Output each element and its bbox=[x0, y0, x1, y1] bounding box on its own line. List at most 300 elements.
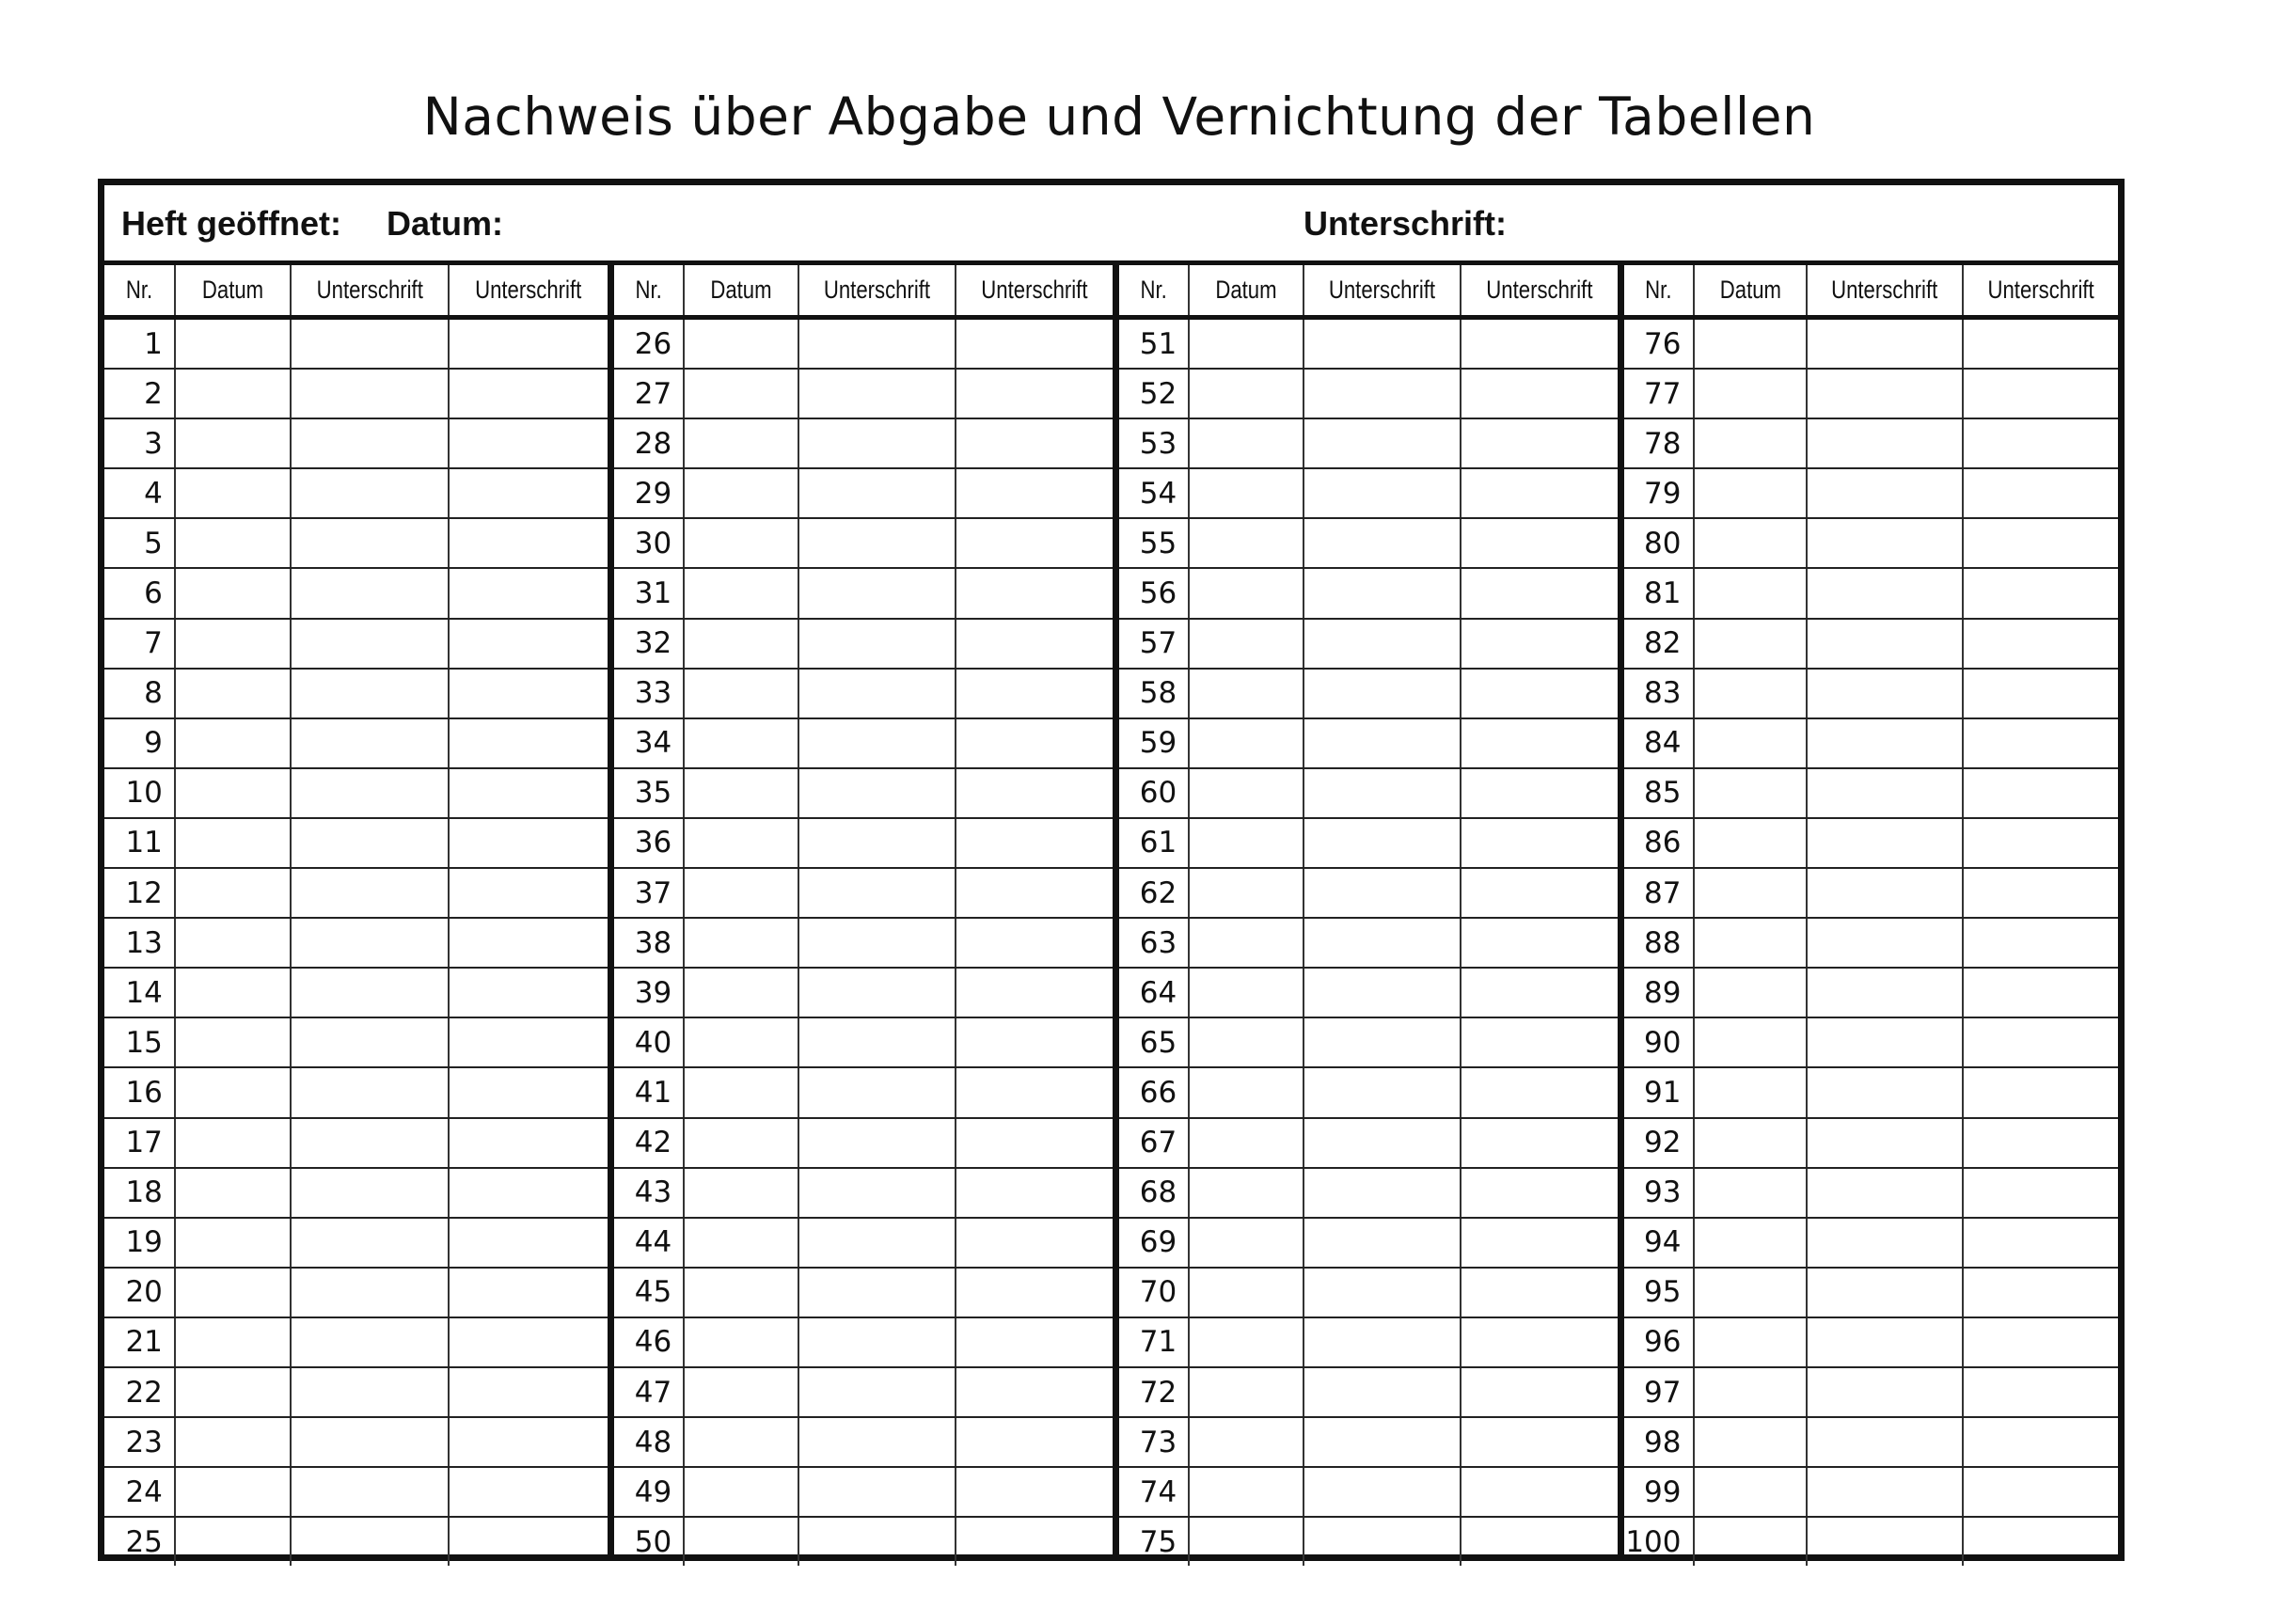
date-cell[interactable] bbox=[1189, 669, 1304, 718]
signature-cell[interactable] bbox=[956, 1168, 1113, 1218]
signature-cell[interactable] bbox=[1304, 718, 1461, 768]
signature-cell[interactable] bbox=[956, 818, 1113, 868]
signature-cell[interactable] bbox=[1963, 518, 2118, 568]
signature-cell[interactable] bbox=[1807, 1017, 1962, 1067]
signature-cell[interactable] bbox=[449, 1118, 608, 1168]
signature-cell[interactable] bbox=[1304, 1367, 1461, 1417]
signature-cell[interactable] bbox=[798, 1067, 956, 1117]
date-cell[interactable] bbox=[175, 518, 291, 568]
date-cell[interactable] bbox=[1694, 1268, 1808, 1317]
date-cell[interactable] bbox=[684, 1317, 798, 1367]
signature-cell[interactable] bbox=[956, 718, 1113, 768]
date-cell[interactable] bbox=[175, 718, 291, 768]
date-cell[interactable] bbox=[684, 968, 798, 1017]
signature-cell[interactable] bbox=[798, 1417, 956, 1467]
signature-cell[interactable] bbox=[1304, 768, 1461, 818]
date-cell[interactable] bbox=[175, 1417, 291, 1467]
signature-cell[interactable] bbox=[449, 369, 608, 418]
date-cell[interactable] bbox=[175, 1118, 291, 1168]
signature-cell[interactable] bbox=[1304, 669, 1461, 718]
signature-cell[interactable] bbox=[1461, 418, 1618, 468]
signature-cell[interactable] bbox=[291, 1467, 450, 1517]
signature-cell[interactable] bbox=[798, 718, 956, 768]
signature-cell[interactable] bbox=[1807, 669, 1962, 718]
signature-cell[interactable] bbox=[1963, 1168, 2118, 1218]
signature-cell[interactable] bbox=[449, 1417, 608, 1467]
signature-cell[interactable] bbox=[449, 1067, 608, 1117]
signature-cell[interactable] bbox=[1963, 369, 2118, 418]
signature-cell[interactable] bbox=[798, 768, 956, 818]
signature-cell[interactable] bbox=[956, 418, 1113, 468]
signature-cell[interactable] bbox=[1304, 868, 1461, 918]
date-cell[interactable] bbox=[175, 318, 291, 370]
signature-cell[interactable] bbox=[798, 418, 956, 468]
date-cell[interactable] bbox=[684, 669, 798, 718]
signature-cell[interactable] bbox=[1807, 518, 1962, 568]
signature-cell[interactable] bbox=[956, 968, 1113, 1017]
date-cell[interactable] bbox=[175, 868, 291, 918]
signature-cell[interactable] bbox=[449, 718, 608, 768]
signature-cell[interactable] bbox=[798, 318, 956, 370]
signature-cell[interactable] bbox=[1304, 968, 1461, 1017]
signature-cell[interactable] bbox=[1807, 1268, 1962, 1317]
signature-cell[interactable] bbox=[1461, 968, 1618, 1017]
signature-cell[interactable] bbox=[1963, 1017, 2118, 1067]
signature-cell[interactable] bbox=[449, 868, 608, 918]
signature-cell[interactable] bbox=[1461, 619, 1618, 669]
signature-cell[interactable] bbox=[449, 1268, 608, 1317]
signature-cell[interactable] bbox=[449, 968, 608, 1017]
signature-cell[interactable] bbox=[798, 1467, 956, 1517]
date-cell[interactable] bbox=[1694, 1168, 1808, 1218]
signature-cell[interactable] bbox=[956, 1017, 1113, 1067]
signature-cell[interactable] bbox=[1807, 1417, 1962, 1467]
date-cell[interactable] bbox=[1189, 968, 1304, 1017]
signature-cell[interactable] bbox=[291, 418, 450, 468]
signature-cell[interactable] bbox=[1461, 818, 1618, 868]
signature-cell[interactable] bbox=[1461, 669, 1618, 718]
date-cell[interactable] bbox=[175, 418, 291, 468]
date-cell[interactable] bbox=[1694, 1317, 1808, 1367]
date-cell[interactable] bbox=[684, 918, 798, 968]
signature-cell[interactable] bbox=[1807, 1168, 1962, 1218]
signature-cell[interactable] bbox=[956, 1118, 1113, 1168]
date-cell[interactable] bbox=[1189, 1168, 1304, 1218]
signature-cell[interactable] bbox=[798, 518, 956, 568]
signature-cell[interactable] bbox=[1807, 768, 1962, 818]
signature-cell[interactable] bbox=[798, 468, 956, 518]
signature-cell[interactable] bbox=[291, 1017, 450, 1067]
signature-cell[interactable] bbox=[1461, 918, 1618, 968]
date-cell[interactable] bbox=[684, 1218, 798, 1268]
signature-cell[interactable] bbox=[956, 1317, 1113, 1367]
signature-cell[interactable] bbox=[449, 468, 608, 518]
date-cell[interactable] bbox=[684, 718, 798, 768]
date-cell[interactable] bbox=[684, 1268, 798, 1317]
date-cell[interactable] bbox=[684, 568, 798, 618]
date-cell[interactable] bbox=[1694, 768, 1808, 818]
signature-cell[interactable] bbox=[1807, 619, 1962, 669]
signature-cell[interactable] bbox=[1963, 1417, 2118, 1467]
signature-cell[interactable] bbox=[798, 1118, 956, 1168]
signature-cell[interactable] bbox=[291, 1218, 450, 1268]
date-cell[interactable] bbox=[175, 619, 291, 669]
signature-cell[interactable] bbox=[1807, 468, 1962, 518]
signature-cell[interactable] bbox=[1304, 1467, 1461, 1517]
date-cell[interactable] bbox=[1694, 1417, 1808, 1467]
date-cell[interactable] bbox=[1694, 1218, 1808, 1268]
signature-cell[interactable] bbox=[1807, 1067, 1962, 1117]
signature-cell[interactable] bbox=[1807, 818, 1962, 868]
signature-cell[interactable] bbox=[291, 1168, 450, 1218]
date-cell[interactable] bbox=[1189, 1467, 1304, 1517]
date-cell[interactable] bbox=[1189, 568, 1304, 618]
date-cell[interactable] bbox=[1694, 1118, 1808, 1168]
signature-cell[interactable] bbox=[1461, 318, 1618, 370]
signature-cell[interactable] bbox=[798, 918, 956, 968]
signature-cell[interactable] bbox=[291, 868, 450, 918]
signature-cell[interactable] bbox=[1304, 1017, 1461, 1067]
signature-cell[interactable] bbox=[956, 619, 1113, 669]
signature-cell[interactable] bbox=[449, 1367, 608, 1417]
date-cell[interactable] bbox=[684, 1017, 798, 1067]
signature-cell[interactable] bbox=[1304, 468, 1461, 518]
signature-cell[interactable] bbox=[449, 1467, 608, 1517]
date-cell[interactable] bbox=[684, 868, 798, 918]
signature-cell[interactable] bbox=[291, 619, 450, 669]
date-cell[interactable] bbox=[1694, 518, 1808, 568]
signature-cell[interactable] bbox=[1461, 1317, 1618, 1367]
date-cell[interactable] bbox=[1189, 1417, 1304, 1467]
signature-cell[interactable] bbox=[1461, 369, 1618, 418]
signature-cell[interactable] bbox=[1807, 868, 1962, 918]
date-cell[interactable] bbox=[684, 619, 798, 669]
date-cell[interactable] bbox=[684, 1367, 798, 1417]
date-cell[interactable] bbox=[1189, 1017, 1304, 1067]
signature-cell[interactable] bbox=[291, 318, 450, 370]
signature-cell[interactable] bbox=[1963, 418, 2118, 468]
signature-cell[interactable] bbox=[956, 1517, 1113, 1566]
signature-cell[interactable] bbox=[291, 968, 450, 1017]
signature-cell[interactable] bbox=[1807, 318, 1962, 370]
signature-cell[interactable] bbox=[1304, 918, 1461, 968]
signature-cell[interactable] bbox=[1304, 1118, 1461, 1168]
date-cell[interactable] bbox=[1694, 1517, 1808, 1566]
date-cell[interactable] bbox=[1189, 1118, 1304, 1168]
signature-cell[interactable] bbox=[956, 669, 1113, 718]
signature-cell[interactable] bbox=[1304, 1218, 1461, 1268]
date-cell[interactable] bbox=[1694, 619, 1808, 669]
signature-cell[interactable] bbox=[956, 318, 1113, 370]
signature-cell[interactable] bbox=[1461, 1367, 1618, 1417]
signature-cell[interactable] bbox=[291, 1367, 450, 1417]
date-cell[interactable] bbox=[175, 1218, 291, 1268]
date-cell[interactable] bbox=[175, 1268, 291, 1317]
signature-cell[interactable] bbox=[1461, 468, 1618, 518]
date-cell[interactable] bbox=[175, 818, 291, 868]
date-cell[interactable] bbox=[1694, 1367, 1808, 1417]
signature-cell[interactable] bbox=[449, 818, 608, 868]
signature-cell[interactable] bbox=[1461, 1218, 1618, 1268]
date-cell[interactable] bbox=[1694, 1017, 1808, 1067]
date-cell[interactable] bbox=[1189, 1268, 1304, 1317]
signature-cell[interactable] bbox=[1461, 1118, 1618, 1168]
signature-cell[interactable] bbox=[1807, 1317, 1962, 1367]
date-cell[interactable] bbox=[175, 669, 291, 718]
signature-cell[interactable] bbox=[291, 1417, 450, 1467]
signature-cell[interactable] bbox=[1461, 1067, 1618, 1117]
signature-cell[interactable] bbox=[291, 718, 450, 768]
date-cell[interactable] bbox=[684, 318, 798, 370]
date-cell[interactable] bbox=[684, 1168, 798, 1218]
signature-cell[interactable] bbox=[1461, 768, 1618, 818]
date-cell[interactable] bbox=[1694, 568, 1808, 618]
signature-cell[interactable] bbox=[798, 669, 956, 718]
date-cell[interactable] bbox=[1189, 1367, 1304, 1417]
signature-cell[interactable] bbox=[798, 1017, 956, 1067]
signature-cell[interactable] bbox=[956, 518, 1113, 568]
date-cell[interactable] bbox=[1189, 918, 1304, 968]
signature-cell[interactable] bbox=[798, 619, 956, 669]
date-cell[interactable] bbox=[1694, 318, 1808, 370]
signature-cell[interactable] bbox=[449, 1218, 608, 1268]
date-cell[interactable] bbox=[1694, 918, 1808, 968]
signature-cell[interactable] bbox=[956, 768, 1113, 818]
signature-cell[interactable] bbox=[1304, 418, 1461, 468]
signature-cell[interactable] bbox=[291, 1118, 450, 1168]
signature-cell[interactable] bbox=[1963, 669, 2118, 718]
date-cell[interactable] bbox=[175, 1067, 291, 1117]
date-cell[interactable] bbox=[175, 1317, 291, 1367]
date-cell[interactable] bbox=[684, 1517, 798, 1566]
signature-cell[interactable] bbox=[1304, 1067, 1461, 1117]
signature-cell[interactable] bbox=[1963, 718, 2118, 768]
signature-cell[interactable] bbox=[449, 918, 608, 968]
date-cell[interactable] bbox=[1189, 318, 1304, 370]
signature-cell[interactable] bbox=[1461, 568, 1618, 618]
signature-cell[interactable] bbox=[291, 369, 450, 418]
signature-cell[interactable] bbox=[1963, 619, 2118, 669]
date-cell[interactable] bbox=[1189, 768, 1304, 818]
date-cell[interactable] bbox=[1189, 369, 1304, 418]
signature-cell[interactable] bbox=[1963, 868, 2118, 918]
signature-cell[interactable] bbox=[449, 669, 608, 718]
signature-cell[interactable] bbox=[449, 318, 608, 370]
signature-cell[interactable] bbox=[1807, 1467, 1962, 1517]
signature-cell[interactable] bbox=[449, 619, 608, 669]
date-cell[interactable] bbox=[1189, 518, 1304, 568]
signature-cell[interactable] bbox=[1963, 1067, 2118, 1117]
date-cell[interactable] bbox=[1189, 718, 1304, 768]
date-cell[interactable] bbox=[175, 1367, 291, 1417]
signature-cell[interactable] bbox=[1304, 818, 1461, 868]
signature-cell[interactable] bbox=[956, 1367, 1113, 1417]
date-cell[interactable] bbox=[1694, 418, 1808, 468]
signature-cell[interactable] bbox=[449, 518, 608, 568]
signature-cell[interactable] bbox=[1807, 369, 1962, 418]
signature-cell[interactable] bbox=[798, 968, 956, 1017]
signature-cell[interactable] bbox=[449, 1317, 608, 1367]
date-cell[interactable] bbox=[684, 818, 798, 868]
signature-cell[interactable] bbox=[798, 818, 956, 868]
signature-cell[interactable] bbox=[1304, 1168, 1461, 1218]
signature-cell[interactable] bbox=[291, 1268, 450, 1317]
signature-cell[interactable] bbox=[1807, 1367, 1962, 1417]
date-cell[interactable] bbox=[684, 518, 798, 568]
date-cell[interactable] bbox=[175, 1168, 291, 1218]
date-cell[interactable] bbox=[175, 1467, 291, 1517]
date-cell[interactable] bbox=[1694, 369, 1808, 418]
signature-cell[interactable] bbox=[291, 768, 450, 818]
signature-cell[interactable] bbox=[291, 1067, 450, 1117]
signature-cell[interactable] bbox=[956, 918, 1113, 968]
signature-cell[interactable] bbox=[1807, 1517, 1962, 1566]
signature-cell[interactable] bbox=[956, 1067, 1113, 1117]
signature-cell[interactable] bbox=[1461, 1417, 1618, 1467]
date-cell[interactable] bbox=[1189, 1517, 1304, 1566]
signature-cell[interactable] bbox=[1807, 1118, 1962, 1168]
signature-cell[interactable] bbox=[1304, 1317, 1461, 1367]
date-cell[interactable] bbox=[1189, 1067, 1304, 1117]
signature-cell[interactable] bbox=[1807, 718, 1962, 768]
date-cell[interactable] bbox=[684, 768, 798, 818]
signature-cell[interactable] bbox=[1807, 568, 1962, 618]
signature-cell[interactable] bbox=[956, 369, 1113, 418]
date-cell[interactable] bbox=[684, 1118, 798, 1168]
date-cell[interactable] bbox=[1189, 818, 1304, 868]
signature-cell[interactable] bbox=[1807, 968, 1962, 1017]
date-cell[interactable] bbox=[684, 468, 798, 518]
signature-cell[interactable] bbox=[1963, 918, 2118, 968]
signature-cell[interactable] bbox=[1461, 868, 1618, 918]
signature-cell[interactable] bbox=[956, 1467, 1113, 1517]
date-cell[interactable] bbox=[175, 768, 291, 818]
date-cell[interactable] bbox=[175, 1017, 291, 1067]
date-cell[interactable] bbox=[1694, 818, 1808, 868]
signature-cell[interactable] bbox=[291, 468, 450, 518]
signature-cell[interactable] bbox=[291, 1317, 450, 1367]
signature-cell[interactable] bbox=[1807, 1218, 1962, 1268]
signature-cell[interactable] bbox=[1963, 818, 2118, 868]
signature-cell[interactable] bbox=[1461, 1017, 1618, 1067]
signature-cell[interactable] bbox=[1963, 968, 2118, 1017]
signature-cell[interactable] bbox=[1963, 1467, 2118, 1517]
signature-cell[interactable] bbox=[1461, 518, 1618, 568]
signature-cell[interactable] bbox=[956, 1268, 1113, 1317]
signature-cell[interactable] bbox=[1461, 1467, 1618, 1517]
date-cell[interactable] bbox=[1189, 619, 1304, 669]
signature-cell[interactable] bbox=[1304, 1517, 1461, 1566]
date-cell[interactable] bbox=[175, 968, 291, 1017]
signature-cell[interactable] bbox=[291, 669, 450, 718]
signature-cell[interactable] bbox=[291, 1517, 450, 1566]
signature-cell[interactable] bbox=[1963, 1317, 2118, 1367]
date-cell[interactable] bbox=[1189, 868, 1304, 918]
signature-cell[interactable] bbox=[956, 468, 1113, 518]
signature-cell[interactable] bbox=[798, 1367, 956, 1417]
signature-cell[interactable] bbox=[1807, 918, 1962, 968]
signature-cell[interactable] bbox=[1963, 768, 2118, 818]
signature-cell[interactable] bbox=[1963, 1268, 2118, 1317]
date-cell[interactable] bbox=[1189, 1218, 1304, 1268]
signature-cell[interactable] bbox=[1304, 318, 1461, 370]
signature-cell[interactable] bbox=[291, 818, 450, 868]
date-cell[interactable] bbox=[175, 369, 291, 418]
date-cell[interactable] bbox=[1694, 1467, 1808, 1517]
signature-cell[interactable] bbox=[449, 1517, 608, 1566]
signature-cell[interactable] bbox=[449, 568, 608, 618]
signature-cell[interactable] bbox=[1304, 1268, 1461, 1317]
date-cell[interactable] bbox=[1694, 669, 1808, 718]
signature-cell[interactable] bbox=[1461, 1268, 1618, 1317]
date-cell[interactable] bbox=[684, 1467, 798, 1517]
signature-cell[interactable] bbox=[1304, 568, 1461, 618]
signature-cell[interactable] bbox=[1963, 318, 2118, 370]
signature-cell[interactable] bbox=[798, 1517, 956, 1566]
date-cell[interactable] bbox=[1694, 718, 1808, 768]
date-cell[interactable] bbox=[1189, 418, 1304, 468]
date-cell[interactable] bbox=[1189, 1317, 1304, 1367]
signature-cell[interactable] bbox=[956, 1417, 1113, 1467]
signature-cell[interactable] bbox=[1304, 518, 1461, 568]
date-cell[interactable] bbox=[684, 1067, 798, 1117]
signature-cell[interactable] bbox=[956, 868, 1113, 918]
signature-cell[interactable] bbox=[1304, 369, 1461, 418]
date-cell[interactable] bbox=[1694, 968, 1808, 1017]
signature-cell[interactable] bbox=[1963, 1218, 2118, 1268]
signature-cell[interactable] bbox=[1963, 568, 2118, 618]
signature-cell[interactable] bbox=[798, 369, 956, 418]
signature-cell[interactable] bbox=[1963, 468, 2118, 518]
signature-cell[interactable] bbox=[1963, 1517, 2118, 1566]
signature-cell[interactable] bbox=[1461, 1168, 1618, 1218]
signature-cell[interactable] bbox=[1807, 418, 1962, 468]
date-cell[interactable] bbox=[684, 1417, 798, 1467]
signature-cell[interactable] bbox=[449, 418, 608, 468]
signature-cell[interactable] bbox=[798, 1268, 956, 1317]
signature-cell[interactable] bbox=[1304, 619, 1461, 669]
signature-cell[interactable] bbox=[1461, 718, 1618, 768]
date-cell[interactable] bbox=[684, 369, 798, 418]
signature-cell[interactable] bbox=[449, 768, 608, 818]
signature-cell[interactable] bbox=[798, 1168, 956, 1218]
date-cell[interactable] bbox=[175, 1517, 291, 1566]
signature-cell[interactable] bbox=[798, 868, 956, 918]
signature-cell[interactable] bbox=[798, 1317, 956, 1367]
date-cell[interactable] bbox=[1694, 868, 1808, 918]
signature-cell[interactable] bbox=[1304, 1417, 1461, 1467]
signature-cell[interactable] bbox=[1963, 1367, 2118, 1417]
signature-cell[interactable] bbox=[1963, 1118, 2118, 1168]
signature-cell[interactable] bbox=[1461, 1517, 1618, 1566]
date-cell[interactable] bbox=[684, 418, 798, 468]
signature-cell[interactable] bbox=[291, 918, 450, 968]
signature-cell[interactable] bbox=[449, 1168, 608, 1218]
date-cell[interactable] bbox=[175, 568, 291, 618]
signature-cell[interactable] bbox=[956, 1218, 1113, 1268]
date-cell[interactable] bbox=[175, 468, 291, 518]
signature-cell[interactable] bbox=[798, 568, 956, 618]
signature-cell[interactable] bbox=[291, 568, 450, 618]
date-cell[interactable] bbox=[1694, 1067, 1808, 1117]
signature-cell[interactable] bbox=[291, 518, 450, 568]
date-cell[interactable] bbox=[1189, 468, 1304, 518]
signature-cell[interactable] bbox=[449, 1017, 608, 1067]
signature-cell[interactable] bbox=[956, 568, 1113, 618]
date-cell[interactable] bbox=[1694, 468, 1808, 518]
signature-cell[interactable] bbox=[798, 1218, 956, 1268]
date-cell[interactable] bbox=[175, 918, 291, 968]
